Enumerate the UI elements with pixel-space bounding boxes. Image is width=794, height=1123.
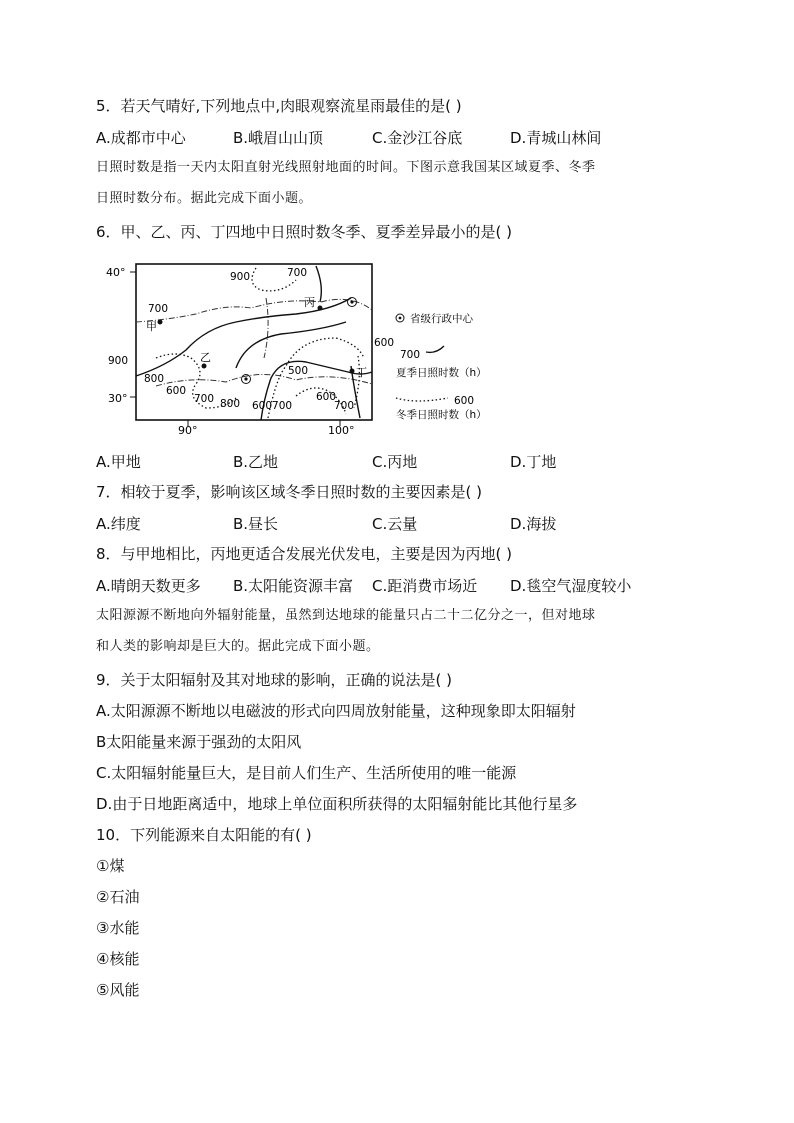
q9-option-a: A.太阳源源不断地以电磁波的形式向四周放射能量，这种现象即太阳辐射 (96, 702, 576, 720)
contour-label-600-west: 600 (166, 385, 187, 397)
q10-option-2: ②石油 (96, 888, 140, 906)
q10-option-1: ①煤 (96, 857, 125, 875)
q6-option-b: B.乙地 (233, 453, 279, 471)
q10-stem: 10．下列能源来自太阳能的有( ) (96, 826, 312, 844)
place-label-yi: 乙 (200, 351, 211, 364)
legend-winter-line (396, 398, 448, 401)
lon-label-100: 100° (328, 424, 355, 437)
q5-options (96, 127, 616, 147)
intro1-line1: 日照时数是指一天内太阳直射光线照射地面的时间。下图示意我国某区域夏季、冬季 (96, 160, 596, 175)
legend (396, 312, 487, 421)
place-point-ding (350, 369, 355, 374)
boundary-mid (264, 298, 268, 358)
q8-option-b: B.太阳能资源丰富 (233, 577, 354, 595)
place-label-bing: 丙 (304, 296, 315, 309)
q5-stem: 5．若天气晴好,下列地点中,肉眼观察流星雨最佳的是( ) (96, 97, 462, 115)
q7-stem: 7．相较于夏季，影响该区域冬季日照时数的主要因素是( ) (96, 483, 483, 501)
q8-option-a: A.晴朗天数更多 (96, 577, 201, 595)
lat-label-30: 30° (108, 392, 128, 405)
q8-option-d: D.毯空气湿度较小 (510, 577, 632, 595)
contour-label-700-south: 700 (194, 393, 215, 405)
contour-label-700-top: 700 (287, 267, 308, 279)
legend-summer-label: 夏季日照时数（h） (396, 367, 487, 379)
lat-label-40: 40° (106, 266, 126, 279)
boundary-south (156, 374, 372, 386)
contour-label-600-south: 600 (316, 391, 337, 403)
summer-isoline-b (236, 322, 346, 368)
contour-label-700-west: 700 (148, 303, 169, 315)
q8-stem: 8．与甲地相比，丙地更适合发展光伏发电，主要是因为丙地( ) (96, 545, 513, 563)
place-label-jia: 甲 (146, 320, 157, 333)
q5-option-c: C.金沙江谷底 (372, 129, 463, 147)
q10-option-5: ⑤风能 (96, 981, 140, 999)
contour-label-700-east: 700 (334, 400, 355, 412)
q6-option-d: D.丁地 (510, 453, 557, 471)
q6-option-c: C.丙地 (372, 453, 418, 471)
q10-option-3: ③水能 (96, 919, 140, 937)
legend-winter-label: 冬季日照时数（h） (396, 409, 487, 421)
contour-label-800-west: 800 (144, 373, 165, 385)
contour-label-600700: 600700 (252, 400, 293, 412)
q10-option-4: ④核能 (96, 950, 140, 968)
capital-symbol-north (348, 298, 357, 307)
legend-summer-line (426, 346, 444, 352)
place-point-bing (318, 306, 323, 311)
q9-option-d: D.由于日地距离适中，地球上单位面积所获得的太阳辐射能比其他行星多 (96, 795, 578, 813)
legend-winter-value: 600 (454, 395, 475, 407)
q8-option-c: C.距消费市场近 (372, 577, 478, 595)
sunshine-hours-map (96, 258, 496, 438)
q5-option-b: B.峨眉山山顶 (233, 129, 324, 147)
q6-options (96, 451, 616, 471)
q8-options (96, 575, 632, 595)
q6-stem: 6．甲、乙、丙、丁四地中日照时数冬季、夏季差异最小的是( ) (96, 223, 513, 241)
intro2-line1: 太阳源源不断地向外辐射能量，虽然到达地球的能量只占二十二亿分之一，但对地球 (96, 608, 596, 623)
place-point-jia (158, 320, 163, 325)
q5-option-d: D.青城山林间 (510, 129, 602, 147)
q6-option-a: A.甲地 (96, 453, 141, 471)
q7-option-d: D.海拔 (510, 515, 557, 533)
legend-capital-label: 省级行政中心 (410, 313, 473, 325)
contour-label-600-east: 600 (374, 337, 395, 349)
contour-label-500: 500 (288, 365, 309, 377)
place-point-yi (202, 364, 207, 369)
intro2-line2: 和人类的影响却是巨大的。据此完成下面小题。 (96, 639, 380, 654)
lon-label-90: 90° (178, 424, 198, 437)
q7-option-c: C.云量 (372, 515, 418, 533)
q5-option-a: A.成都市中心 (96, 129, 186, 147)
q9-option-c: C.太阳辐射能量巨大，是目前人们生产、生活所使用的唯一能源 (96, 764, 517, 782)
place-label-ding: 丁 (356, 366, 367, 379)
q7-option-a: A.纬度 (96, 515, 141, 533)
q9-option-b: B太阳能量来源于强劲的太阳风 (96, 733, 302, 751)
legend-capital-icon (396, 314, 404, 322)
q7-options (96, 513, 616, 533)
q9-stem: 9．关于太阳辐射及其对地球的影响，正确的说法是( ) (96, 671, 453, 689)
intro1-line2: 日照时数分布。据此完成下面小题。 (96, 191, 313, 206)
contour-label-800-south: 800 (220, 398, 241, 410)
summer-isoline-d (316, 266, 321, 302)
contour-label-900-west: 900 (108, 355, 129, 367)
contour-label-900-top: 900 (230, 271, 251, 283)
legend-summer-value: 700 (400, 349, 421, 361)
q7-option-b: B.昼长 (233, 515, 279, 533)
